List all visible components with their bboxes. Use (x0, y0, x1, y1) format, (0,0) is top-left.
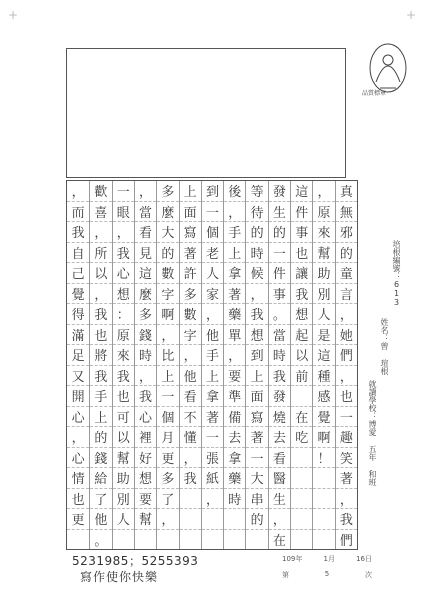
grid-cell: 想 (246, 325, 267, 346)
grid-cell: 了 (90, 489, 111, 510)
grid-cell: 幫 (113, 448, 134, 469)
grid-cell: 手 (202, 345, 223, 366)
grid-cell: 心 (113, 263, 134, 284)
grid-cell: 人 (113, 509, 134, 530)
grid-cell: 面 (180, 202, 201, 223)
grid-cell: 裡 (135, 427, 156, 448)
grid-cell (202, 509, 223, 530)
grid-cell: 人 (313, 304, 334, 325)
grid-cell: ， (313, 181, 334, 202)
grid-cell: 己 (67, 263, 89, 284)
grid-cell: 燒 (269, 407, 290, 428)
year-unit: 年 (295, 555, 303, 563)
grid-cell (246, 530, 267, 550)
grid-cell: 手 (224, 222, 245, 243)
grid-cell: 許 (180, 263, 201, 284)
grid-cell: 原 (313, 202, 334, 223)
grid-cell: 一 (269, 243, 290, 264)
page-prefix: 第 (282, 571, 289, 579)
grid-cell: ！ (313, 448, 334, 469)
grid-cell: ， (246, 284, 267, 305)
grid-cell: 我 (180, 468, 201, 489)
grid-cell: 著 (180, 243, 201, 264)
grid-cell: 助 (313, 263, 334, 284)
grid-cell: 這 (313, 345, 334, 366)
grid-column (156, 181, 178, 549)
grid-cell: ， (157, 325, 178, 346)
grid-cell: 麼 (135, 284, 156, 305)
grid-cell: 錢 (90, 448, 111, 469)
day-unit: 日 (364, 555, 372, 563)
grid-cell: 邪 (336, 222, 357, 243)
grid-cell: 拿 (202, 386, 223, 407)
grid-cell: 在 (272, 533, 286, 549)
grid-cell: 的 (157, 243, 178, 264)
grid-cell: 時 (224, 489, 245, 510)
grid-cell: 要 (135, 489, 156, 510)
grid-cell: 覺 (313, 407, 334, 428)
grid-cell: 眼 (113, 202, 134, 223)
grid-column (312, 181, 334, 549)
grid-cell (291, 489, 312, 510)
grid-cell: 來 (113, 345, 134, 366)
grid-column (89, 181, 111, 549)
grid-cell: 他 (180, 366, 201, 387)
grid-cell: 一 (202, 202, 223, 223)
grid-cell: 藥 (224, 468, 245, 489)
grid-cell: 開 (67, 386, 89, 407)
grid-cell: 童 (336, 263, 357, 284)
grid-cell: 助 (113, 468, 134, 489)
barcode-number: 5231985；5255393 (72, 554, 199, 568)
grid-cell: 大 (157, 222, 178, 243)
grid-cell: 紙 (202, 468, 223, 489)
id-line: 培根編號：613 (392, 240, 401, 307)
grid-cell: 字 (180, 325, 201, 346)
grid-cell: 我 (90, 366, 111, 387)
grid-cell: 發 (269, 181, 290, 202)
grid-cell: 給 (90, 468, 111, 489)
grid-cell: 比 (157, 345, 178, 366)
grid-cell: 數 (157, 263, 178, 284)
grid-cell: 以 (90, 263, 111, 284)
grid-cell: 當 (135, 202, 156, 223)
grid-cell (291, 530, 312, 550)
grid-column (201, 181, 223, 549)
grid-cell (291, 386, 312, 407)
grid-cell: 到 (246, 345, 267, 366)
grid-cell: 要 (224, 366, 245, 387)
grid-cell: 趣 (336, 427, 357, 448)
grid-cell: ， (224, 345, 245, 366)
grid-cell: 覺 (67, 284, 89, 305)
grid-cell: 真 (336, 181, 357, 202)
grid-cell: ， (113, 222, 134, 243)
grid-cell: 原 (113, 325, 134, 346)
grid-cell: 麼 (157, 202, 178, 223)
grid-cell: ， (157, 509, 178, 530)
grid-cell: ， (224, 202, 245, 223)
grid-column (223, 181, 245, 549)
grid-cell: 的 (90, 427, 111, 448)
grid-cell: 備 (224, 407, 245, 428)
page-suffix: 次 (365, 571, 372, 579)
grid-cell: 無 (336, 202, 357, 223)
grid-cell: 也 (291, 243, 312, 264)
year-value: 109 (282, 555, 296, 563)
grid-cell: 懂 (180, 427, 201, 448)
grid-cell: 面 (246, 386, 267, 407)
grid-cell: ， (67, 181, 89, 202)
grid-cell (202, 530, 223, 550)
grid-column (67, 181, 89, 549)
grid-cell: 感 (313, 386, 334, 407)
grid-cell (113, 530, 134, 550)
grid-cell: 我 (90, 304, 111, 325)
grid-cell: 一 (336, 407, 357, 428)
grid-cell: 錢 (135, 325, 156, 346)
grid-cell: 以 (291, 345, 312, 366)
comment-box (66, 48, 346, 178)
grid-cell: ， (336, 366, 357, 387)
grid-cell (313, 468, 334, 489)
grid-cell: 家 (202, 284, 223, 305)
grid-cell (224, 530, 245, 550)
grid-cell: 啊 (313, 427, 334, 448)
grid-cell: 藥 (224, 304, 245, 325)
date-page-info (282, 554, 372, 586)
grid-cell: 別 (113, 489, 134, 510)
grid-cell: 上 (224, 243, 245, 264)
grid-cell: 個 (202, 222, 223, 243)
grid-cell: 也 (90, 325, 111, 346)
page-number: 5 (324, 570, 330, 578)
grid-cell: 等 (246, 181, 267, 202)
grid-cell: 待 (246, 202, 267, 223)
slogan: 寫作使你快樂 (80, 570, 159, 584)
grid-cell: 我 (113, 366, 134, 387)
grid-cell: 月 (157, 427, 178, 448)
grid-cell: 的 (246, 222, 267, 243)
grid-cell: 更 (67, 509, 89, 530)
grid-cell: 想 (113, 284, 134, 305)
grid-cell: 又 (67, 366, 89, 387)
grid-cell: 生 (269, 202, 290, 223)
grid-cell: 拿 (224, 448, 245, 469)
corner-mark: + (8, 8, 19, 22)
grid-cell: 大 (246, 468, 267, 489)
grid-cell: 我 (269, 366, 290, 387)
grid-column (268, 181, 290, 549)
grid-cell: 所 (90, 243, 111, 264)
grid-cell: 。 (269, 304, 290, 325)
grid-cell: 後 (224, 181, 245, 202)
grid-cell: 見 (135, 243, 156, 264)
grid-cell: 是 (313, 325, 334, 346)
grid-cell: 看 (180, 386, 201, 407)
grid-cell: 手 (90, 386, 111, 407)
grid-cell: 一 (113, 181, 134, 202)
grid-cell: 著 (336, 468, 357, 489)
grid-cell: 去 (224, 427, 245, 448)
grid-cell: 事 (269, 284, 290, 305)
grid-cell: 多 (135, 304, 156, 325)
month-unit: 月 (327, 555, 335, 563)
grid-cell: 可 (113, 407, 134, 428)
corner-mark: + (406, 8, 417, 22)
grid-cell: 想 (135, 468, 156, 489)
grid-cell: 情 (67, 468, 89, 489)
day-value: 16 (356, 555, 365, 563)
grid-cell: 吃 (291, 427, 312, 448)
grid-cell: 幫 (135, 509, 156, 530)
grid-cell: 個 (157, 407, 178, 428)
grid-cell: ， (180, 448, 201, 469)
grid-cell: 更 (157, 448, 178, 469)
grid-cell: 數 (180, 304, 201, 325)
grid-cell: 候 (246, 263, 267, 284)
grid-cell (313, 530, 334, 550)
grid-cell: 醫 (269, 468, 290, 489)
grid-cell: 寫 (246, 407, 267, 428)
grid-cell (180, 509, 201, 530)
grid-column (134, 181, 156, 549)
grid-cell: 而 (67, 202, 89, 223)
grid-cell: 著 (246, 427, 267, 448)
grid-cell: 心 (67, 448, 89, 469)
grid-cell (313, 489, 334, 510)
grid-cell: 這 (291, 181, 312, 202)
grid-cell: 到 (202, 181, 223, 202)
grid-cell: ， (67, 427, 89, 448)
grid-cell: 這 (135, 263, 156, 284)
grid-cell: 去 (269, 427, 290, 448)
student-info (366, 230, 406, 540)
grid-cell: ： (113, 304, 134, 325)
grid-cell: 將 (90, 345, 111, 366)
grid-cell (224, 509, 245, 530)
grid-cell (180, 530, 201, 550)
grid-cell: 心 (67, 407, 89, 428)
grid-column (335, 181, 357, 549)
grid-cell: 件 (269, 263, 290, 284)
grid-cell: 看 (269, 448, 290, 469)
grid-cell: 事 (291, 222, 312, 243)
grid-column (290, 181, 312, 549)
grid-cell: 歡 (90, 181, 111, 202)
grid-cell: ， (90, 284, 111, 305)
grid-cell: 單 (224, 325, 245, 346)
grid-cell: 一 (157, 386, 178, 407)
grid-cell: 在 (291, 407, 312, 428)
grid-cell: 串 (246, 489, 267, 510)
grid-cell: 笑 (336, 448, 357, 469)
grid-cell: 他 (202, 325, 223, 346)
grid-cell: 時 (246, 243, 267, 264)
grid-cell: 老 (202, 243, 223, 264)
grid-column (245, 181, 267, 549)
grid-cell: 滿 (67, 325, 89, 346)
name-line: 姓名：曾 瑄根 (380, 318, 389, 375)
grid-cell: 了 (157, 489, 178, 510)
grid-cell: 一 (246, 448, 267, 469)
grid-cell: 著 (224, 284, 245, 305)
grid-cell (157, 530, 178, 550)
grid-cell: ， (202, 489, 223, 510)
grid-cell: 當 (269, 325, 290, 346)
grid-cell: 她 (336, 325, 357, 346)
grid-cell: 上 (246, 366, 267, 387)
grid-cell: 張 (202, 448, 223, 469)
grid-cell: 看 (135, 222, 156, 243)
grid-cell: 拿 (224, 263, 245, 284)
grid-cell: ， (269, 509, 290, 530)
stamp-label: 品質標章 (362, 90, 387, 97)
grid-cell: 我 (135, 386, 156, 407)
grid-cell: 寫 (180, 222, 201, 243)
grid-cell: 上 (202, 366, 223, 387)
grid-cell: 我 (67, 222, 89, 243)
grid-cell: 件 (291, 202, 312, 223)
grid-cell: 來 (313, 222, 334, 243)
grid-cell: 字 (157, 284, 178, 305)
grid-cell: 起 (291, 325, 312, 346)
grid-cell: 上 (90, 407, 111, 428)
grid-cell: 準 (224, 386, 245, 407)
grid-cell: ， (180, 345, 201, 366)
grid-cell: 時 (269, 345, 290, 366)
grid-cell: 我 (336, 509, 357, 530)
grid-cell: 也 (67, 489, 89, 510)
grid-cell: ， (135, 366, 156, 387)
grid-cell: 發 (269, 386, 290, 407)
grid-cell: 以 (113, 427, 134, 448)
grid-cell: 心 (135, 407, 156, 428)
grid-cell: 多 (157, 468, 178, 489)
grid-column (179, 181, 201, 549)
month-value: 1 (323, 555, 328, 563)
grid-cell: ， (135, 181, 156, 202)
grid-cell: 也 (113, 386, 134, 407)
writing-grid (66, 180, 358, 550)
grid-cell: 好 (135, 448, 156, 469)
grid-cell: 人 (202, 263, 223, 284)
grid-cell: 得 (67, 304, 89, 325)
grid-cell: 們 (339, 533, 353, 549)
grid-cell: 幫 (313, 243, 334, 264)
grid-cell: ， (202, 304, 223, 325)
grid-cell: 我 (291, 284, 312, 305)
grid-cell: 著 (202, 407, 223, 428)
grid-cell: 上 (180, 181, 201, 202)
grid-column (112, 181, 134, 549)
school-line: 就讀學校：博愛 五年 和班 (368, 380, 377, 486)
grid-cell: 啊 (157, 304, 178, 325)
grid-cell: 種 (313, 366, 334, 387)
grid-cell: 時 (135, 345, 156, 366)
grid-cell (291, 448, 312, 469)
grid-cell (135, 530, 156, 550)
grid-cell: 他 (90, 509, 111, 530)
grid-cell: 足 (67, 345, 89, 366)
grid-cell: 別 (313, 284, 334, 305)
grid-cell: ， (336, 304, 357, 325)
grid-cell: 我 (113, 243, 134, 264)
grid-cell: 讓 (291, 263, 312, 284)
grid-cell (291, 509, 312, 530)
grid-cell: 的 (336, 243, 357, 264)
grid-cell: 的 (246, 509, 267, 530)
grid-cell: 我 (246, 304, 267, 325)
grid-cell: 喜 (90, 202, 111, 223)
grid-cell (313, 509, 334, 530)
grid-cell: 生 (269, 489, 290, 510)
grid-cell: ， (90, 222, 111, 243)
grid-cell: 多 (157, 181, 178, 202)
grid-cell: 言 (336, 284, 357, 305)
grid-cell: 。 (94, 533, 108, 549)
grid-cell (291, 468, 312, 489)
grid-cell: 不 (180, 407, 201, 428)
grid-cell: 的 (269, 222, 290, 243)
grid-cell: 想 (291, 304, 312, 325)
grid-cell: 也 (336, 386, 357, 407)
grid-cell (67, 530, 89, 550)
grid-cell (180, 489, 201, 510)
grid-cell: 自 (67, 243, 89, 264)
grid-cell: 前 (291, 366, 312, 387)
grid-cell: 多 (180, 284, 201, 305)
grid-cell: 一 (202, 427, 223, 448)
grid-cell: 上 (157, 366, 178, 387)
grid-cell: ， (336, 489, 357, 510)
grid-cell: 們 (336, 345, 357, 366)
